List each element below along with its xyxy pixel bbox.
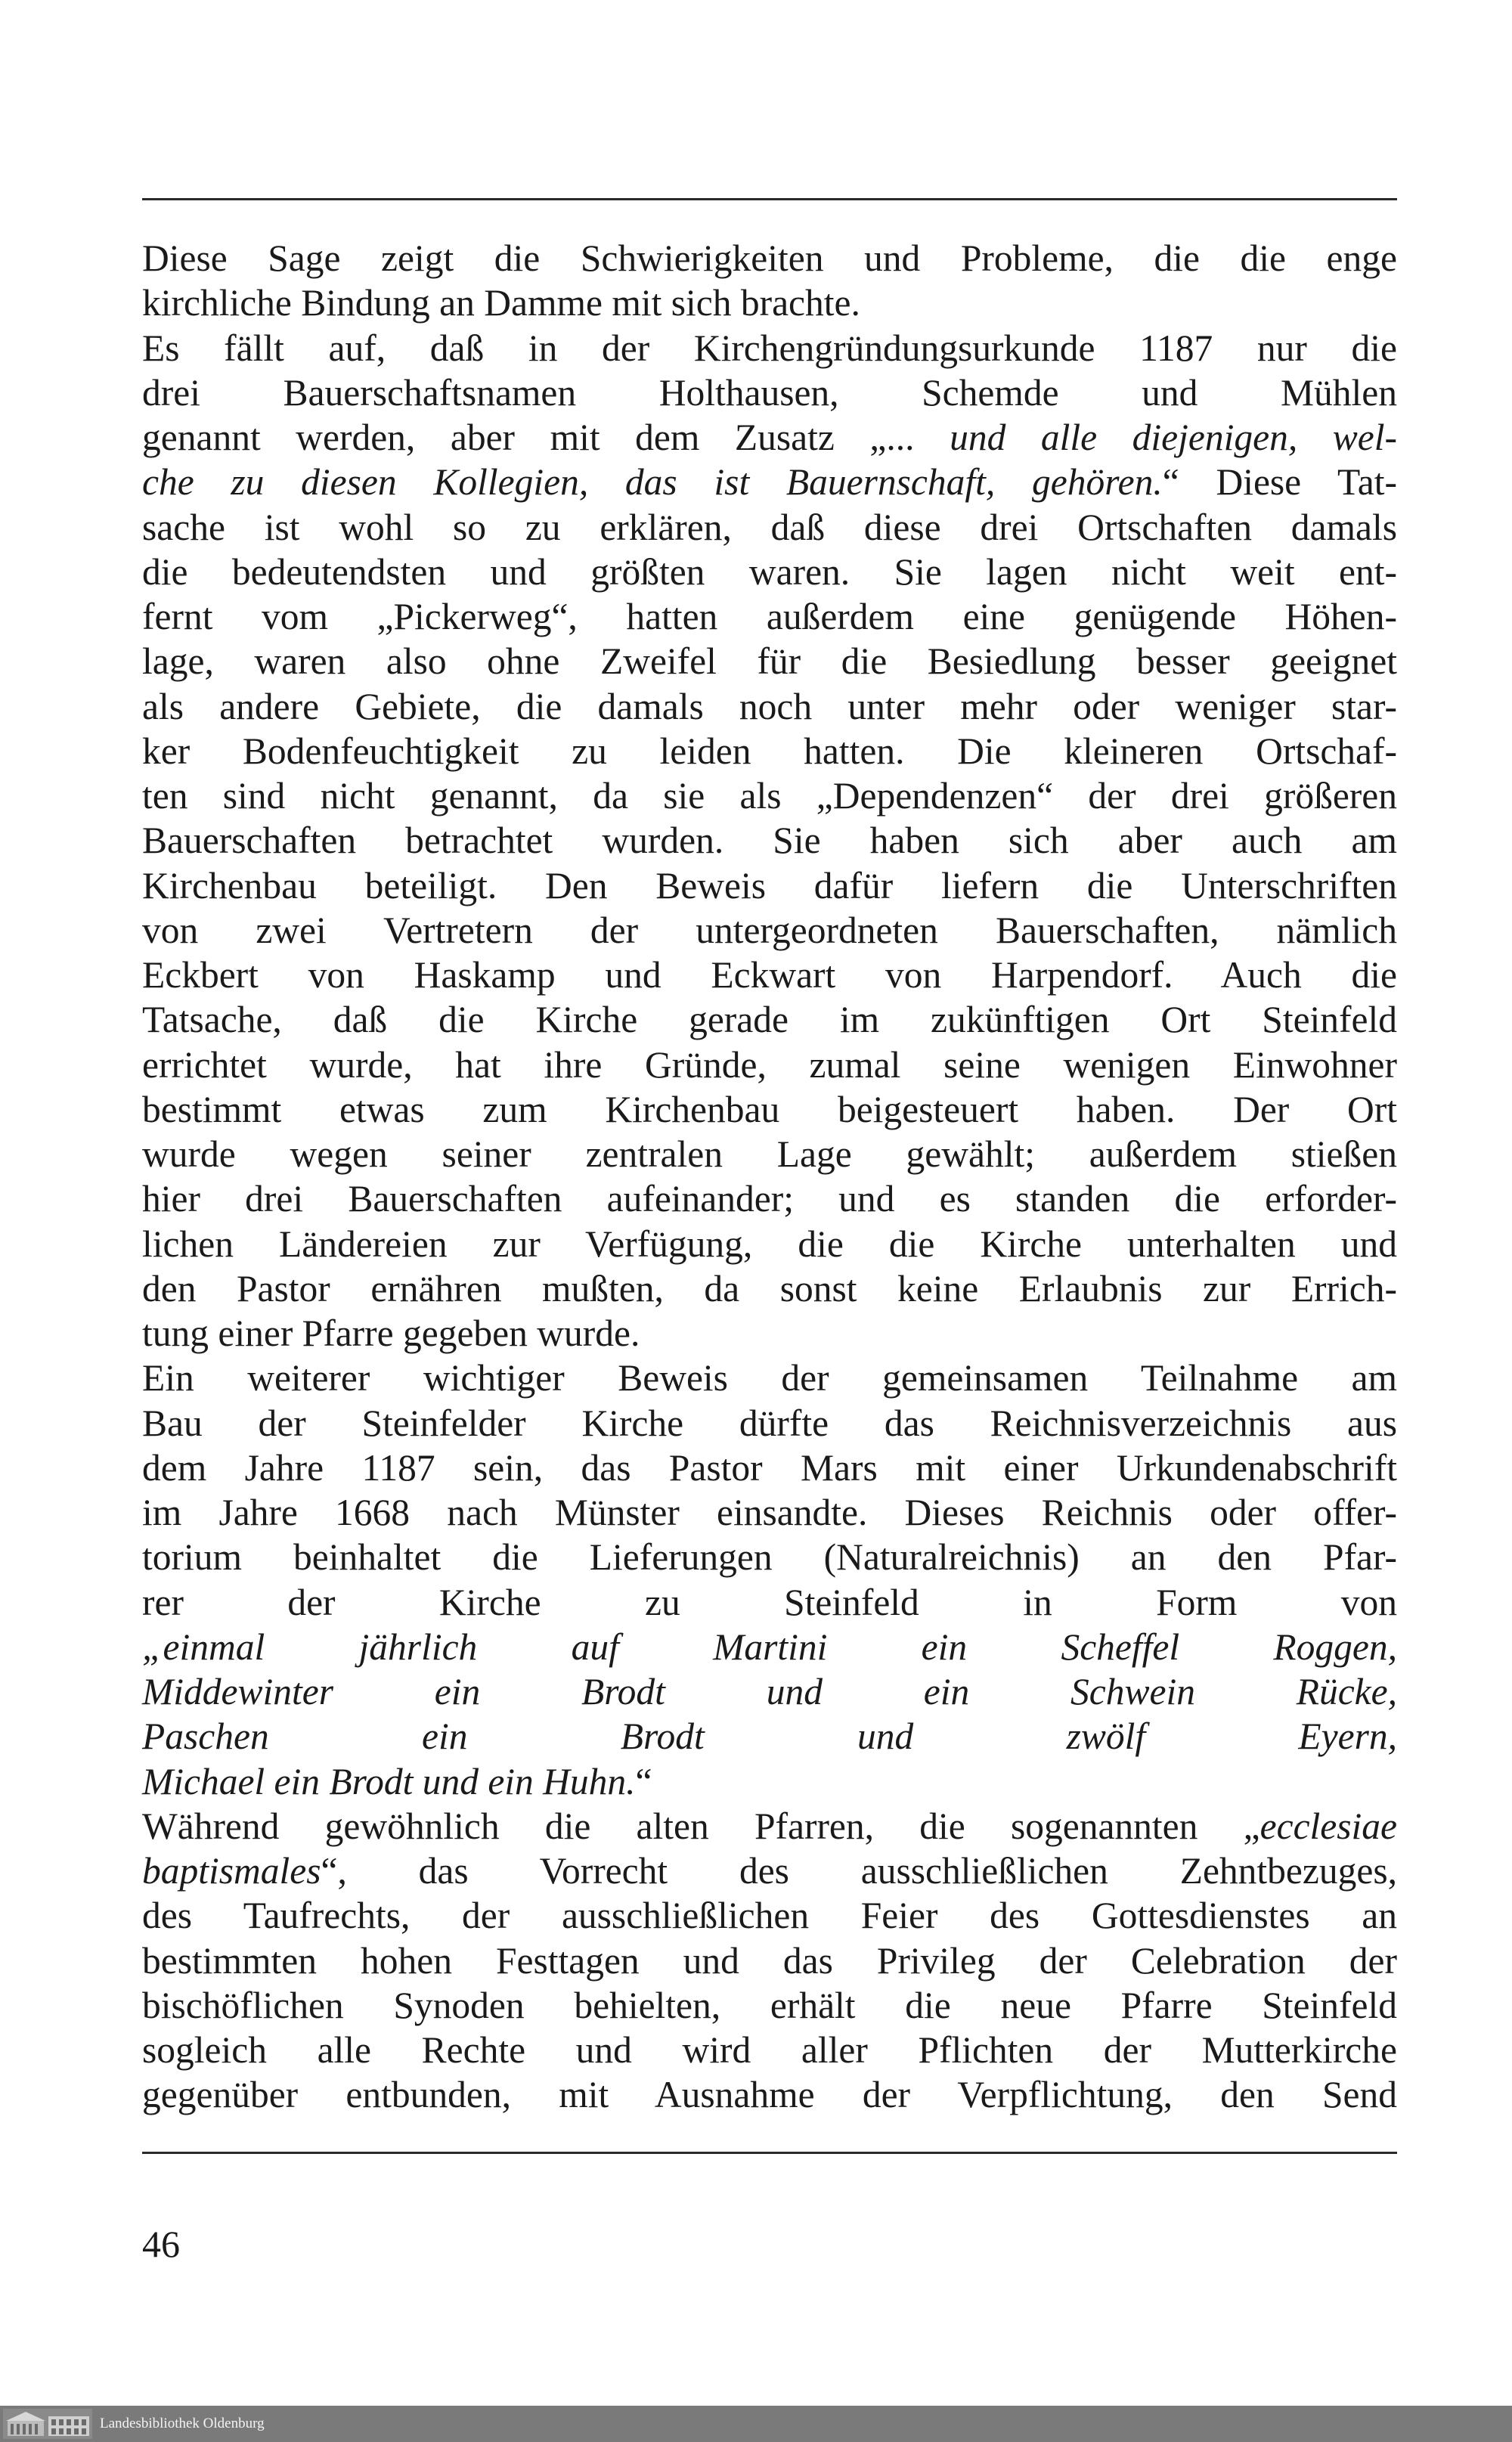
text-run: Ein weiterer wichtiger Beweis der gemeinsamen Teilnahme am [142,1357,1397,1399]
text-run: lichen Ländereien zur Verfügung, die die Kirche unterhalten und [142,1223,1397,1265]
page-number: 46 [142,2223,180,2265]
text-line [142,1580,1397,1625]
text-line [142,1222,1397,1266]
text-line [142,326,1397,370]
text-run: Tatsache, daß die Kirche gerade im zukünftigen Ort Steinfeld [142,999,1397,1041]
text-run: drei Bauerschaftsnamen Holthausen, Schemde und Mühlen [142,371,1397,414]
text-run: von zwei Vertretern der untergeordneten Bauerschaften, nämlich [142,909,1397,951]
text-line [142,639,1397,683]
text-run: tung einer Pfarre gegeben wurde. [142,1312,640,1354]
text-line [142,1893,1397,1938]
text-line [142,1490,1397,1535]
text-line [142,2028,1397,2072]
text-run: “ Diese Tat- [1162,461,1397,504]
text-run: die bedeutendsten und größten waren. Sie lagen nicht weit ent- [142,550,1397,593]
italic-text-run: che zu diesen Kollegien, das ist Bauernschaft, gehören. [142,461,1163,504]
italic-text-run: „einmal jährlich auf Martini ein Scheffel Roggen, [142,1625,1397,1668]
text-run: Es fällt auf, daß in der Kirchengründungsurkunde 1187 nur die [142,327,1397,369]
text-line [142,1356,1397,1400]
text-line [142,953,1397,997]
text-line [142,2072,1397,2117]
text-line [142,370,1397,415]
text-line [142,505,1397,550]
text-run: fernt vom „Pickerweg“, hatten außerdem eine genügende Höhen- [142,596,1397,637]
text-line [142,773,1397,818]
library-building-icon [3,2409,92,2439]
text-line [142,280,1397,325]
text-line [142,415,1397,460]
text-run: bestimmten hohen Festtagen und das Privileg der Celebration der [142,1939,1397,1982]
text-run: “ [635,1760,652,1802]
text-line [142,1401,1397,1446]
text-line [142,1311,1397,1356]
italic-text-run: baptismales [142,1850,321,1892]
text-run: ten sind nicht genannt, da sie als „Dependenzen“ der drei größeren [142,775,1397,817]
text-line [142,908,1397,953]
text-run: lage, waren also ohne Zweifel für die Besiedlung besser geeignet [142,640,1397,683]
italic-text-run: und alle diejenigen, wel- [950,417,1398,458]
text-run: Eckbert von Haskamp und Eckwart von Harpendorf. Auch die [142,954,1397,996]
italic-text-run: Michael ein Brodt und ein Huhn. [142,1760,636,1802]
text-run: rer der Kirche zu Steinfeld in Form von [142,1581,1397,1623]
text-line [142,550,1397,594]
text-line [142,1804,1397,1849]
text-line [142,863,1397,908]
text-line [142,1625,1397,1669]
body-text [142,236,1397,2118]
text-run: torium beinhaltet die Lieferungen (Naturalreichnis) an den Pfar- [142,1536,1397,1579]
text-run: kirchliche Bindung an Damme mit sich brachte. [142,282,860,324]
text-line [142,997,1397,1042]
text-run: gegenüber entbunden, mit Ausnahme der Verpflichtung, den Send [142,2074,1397,2116]
library-label: Landesbibliothek Oldenburg [100,2416,265,2431]
text-line [142,1446,1397,1490]
text-run: bischöflichen Synoden behielten, erhält die neue Pfarre Steinfeld [142,1984,1397,2026]
text-run: des Taufrechts, der ausschließlichen Feier des Gottesdienstes an [142,1895,1397,1937]
text-line [142,684,1397,729]
text-line [142,594,1397,639]
italic-text-run: ecclesiae [1259,1805,1397,1847]
text-line [142,818,1397,863]
text-run: Bau der Steinfelder Kirche dürfte das Reichnisverzeichnis aus [142,1402,1397,1444]
italic-text-run: Paschen ein Brodt und zwölf Eyern, [142,1715,1397,1758]
text-line [142,1132,1397,1176]
text-run: “, das Vorrecht des ausschließlichen Zehntbezuges, [321,1850,1397,1892]
text-line [142,1759,1397,1804]
text-line [142,1266,1397,1311]
text-line [142,1087,1397,1132]
text-line [142,1043,1397,1087]
text-run: errichtet wurde, hat ihre Gründe, zumal seine wenigen Einwohner [142,1043,1397,1086]
text-line [142,1176,1397,1221]
text-run: genannt werden, aber mit dem Zusatz „... [142,417,950,458]
text-line [142,1938,1397,1983]
text-line [142,460,1397,504]
text-run: den Pastor ernähren mußten, da sonst keine Erlaubnis zur Errich- [142,1267,1397,1309]
text-run: ker Bodenfeuchtigkeit zu leiden hatten. Die kleineren Ortschaf- [142,730,1397,772]
text-run: bestimmt etwas zum Kirchenbau beigesteuert haben. Der Ort [142,1088,1397,1130]
text-line [142,1983,1397,2028]
text-run: Diese Sage zeigt die Schwierigkeiten und Probleme, die die enge [142,237,1397,279]
text-run: Kirchenbau beteiligt. Den Beweis dafür liefern die Unterschriften [142,864,1397,906]
text-run: dem Jahre 1187 sein, das Pastor Mars mit einer Urkundenabschrift [142,1446,1397,1489]
text-line [142,1714,1397,1759]
text-line [142,1669,1397,1714]
text-run: Bauerschaften betrachtet wurden. Sie haben sich aber auch am [142,820,1397,862]
text-run: im Jahre 1668 nach Münster einsandte. Dieses Reichnis oder offer- [142,1492,1397,1533]
top-rule [142,198,1397,200]
italic-text-run: Middewinter ein Brodt und ein Schwein Rücke, [142,1671,1397,1712]
bottom-rule [142,2152,1397,2154]
text-run: wurde wegen seiner zentralen Lage gewählt; außerdem stießen [142,1133,1397,1175]
text-line [142,1849,1397,1893]
text-run: als andere Gebiete, die damals noch unter mehr oder weniger star- [142,685,1397,727]
text-line [142,1535,1397,1579]
text-run: hier drei Bauerschaften aufeinander; und es standen die erforder- [142,1178,1397,1220]
text-line [142,729,1397,773]
text-line [142,236,1397,280]
text-run: sogleich alle Rechte und wird aller Pflichten der Mutterkirche [142,2029,1397,2071]
text-run: Während gewöhnlich die alten Pfarren, die sogenannten „ [142,1805,1260,1847]
text-run: sache ist wohl so zu erklären, daß diese drei Ortschaften damals [142,506,1397,548]
